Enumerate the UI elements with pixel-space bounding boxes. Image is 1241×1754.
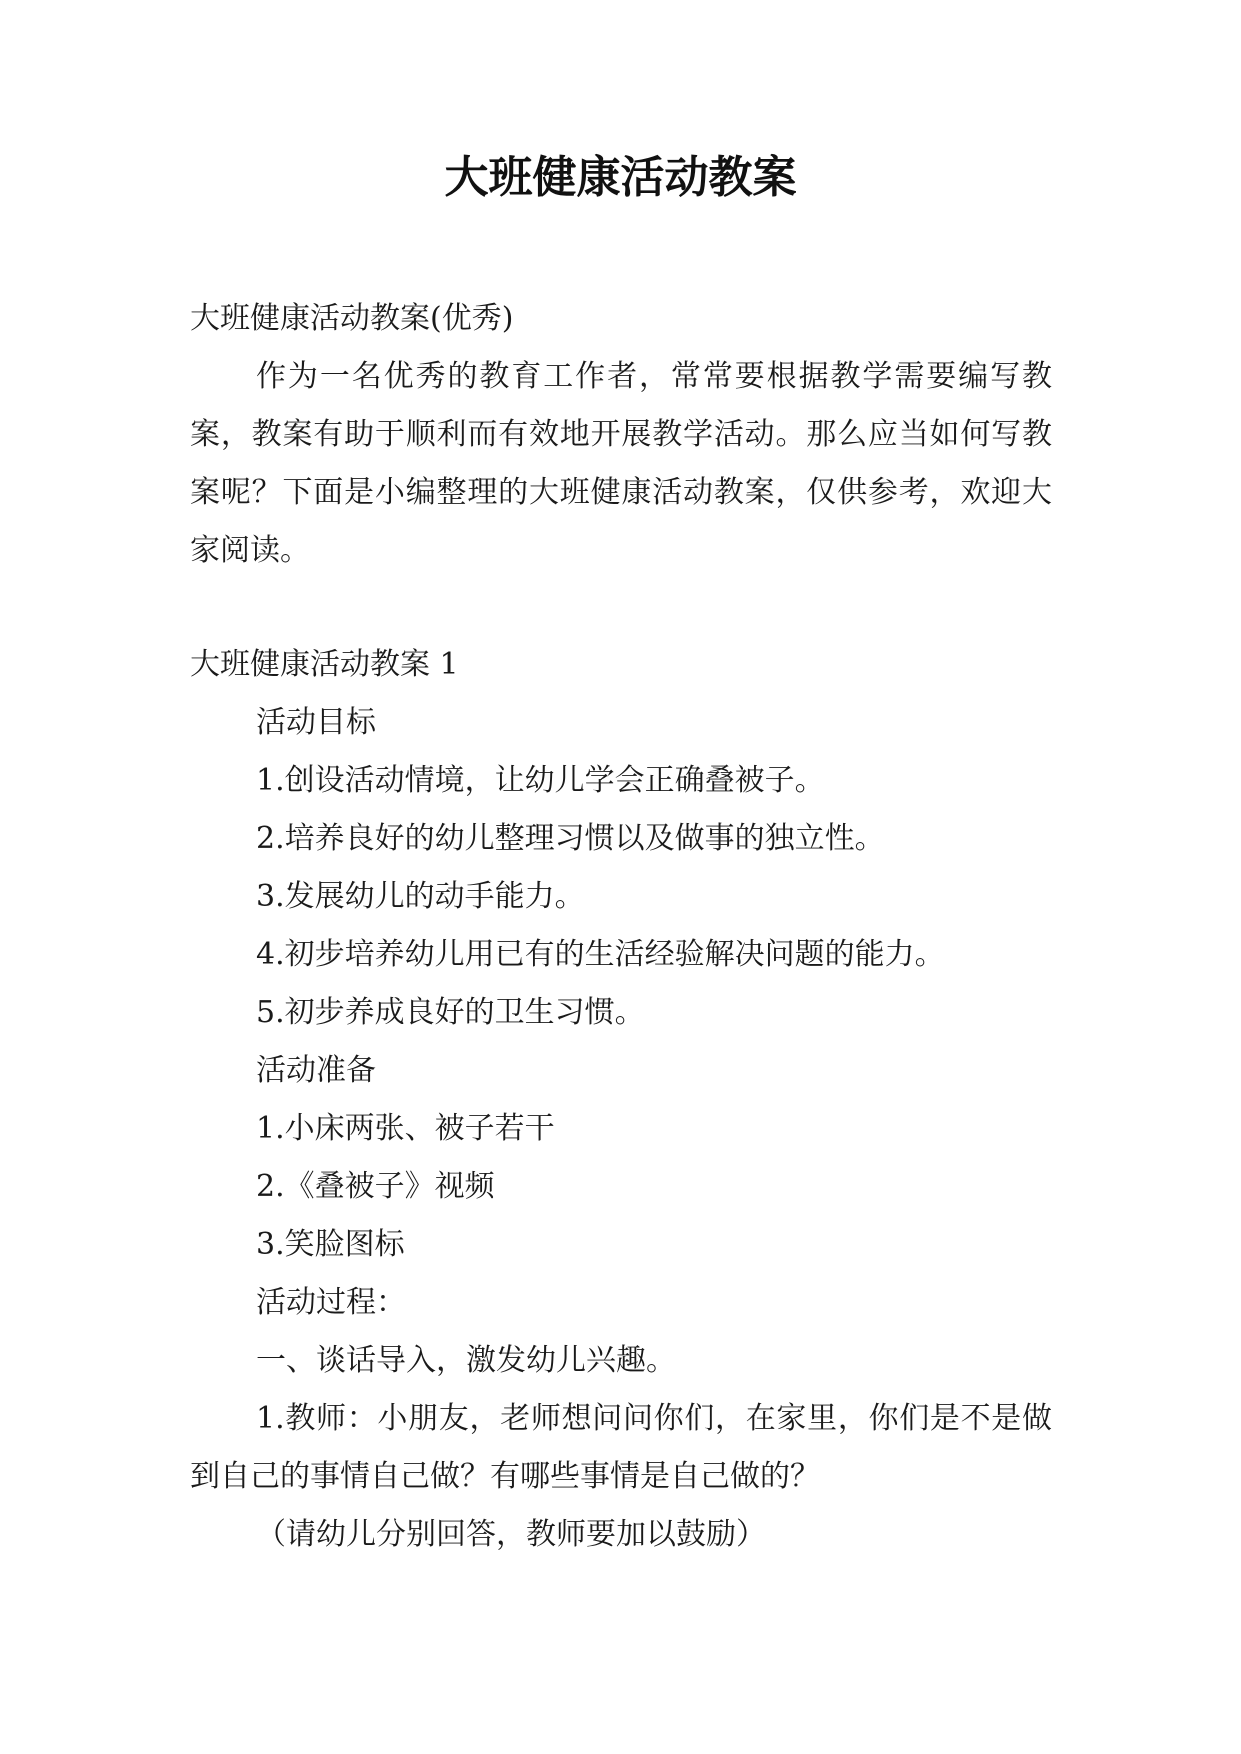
intro-paragraph: 作为一名优秀的教育工作者，常常要根据教学需要编写教案，教案有助于顺利而有效地开展教学活动。那么应当如何写教案呢？下面是小编整理的大班健康活动教案，仅供参考，欢迎大家阅读。	[190, 359, 1052, 568]
step-heading: 一、谈话导入，激发幼儿兴趣。	[256, 1343, 676, 1378]
prep-heading: 活动准备	[256, 1053, 376, 1088]
goal-item: 4.初步培养幼儿用已有的生活经验解决问题的能力。	[256, 937, 945, 972]
document-body	[190, 290, 1052, 1564]
goal-item: 5.初步养成良好的卫生习惯。	[256, 995, 645, 1030]
goal-item: 3.发展幼儿的动手能力。	[256, 879, 585, 914]
document-subtitle: 大班健康活动教案(优秀)	[190, 301, 514, 336]
process-heading: 活动过程：	[256, 1285, 406, 1320]
goals-heading: 活动目标	[256, 705, 376, 740]
prep-item: 3.笑脸图标	[256, 1227, 405, 1262]
prep-item: 2.《叠被子》视频	[256, 1169, 495, 1204]
section-gap	[190, 580, 1052, 636]
section-heading: 大班健康活动教案 1	[190, 647, 459, 682]
page-title: 大班健康活动教案	[444, 152, 797, 203]
goal-item: 2.培养良好的幼儿整理习惯以及做事的独立性。	[256, 821, 885, 856]
step-paragraph: 1.教师：小朋友，老师想问问你们，在家里，你们是不是做到自己的事情自己做？有哪些事情是自己做的？	[190, 1401, 1052, 1494]
prep-item: 1.小床两张、被子若干	[256, 1111, 555, 1146]
goal-item: 1.创设活动情境，让幼儿学会正确叠被子。	[256, 763, 825, 798]
step-note: （请幼儿分别回答，教师要加以鼓励）	[256, 1517, 766, 1552]
